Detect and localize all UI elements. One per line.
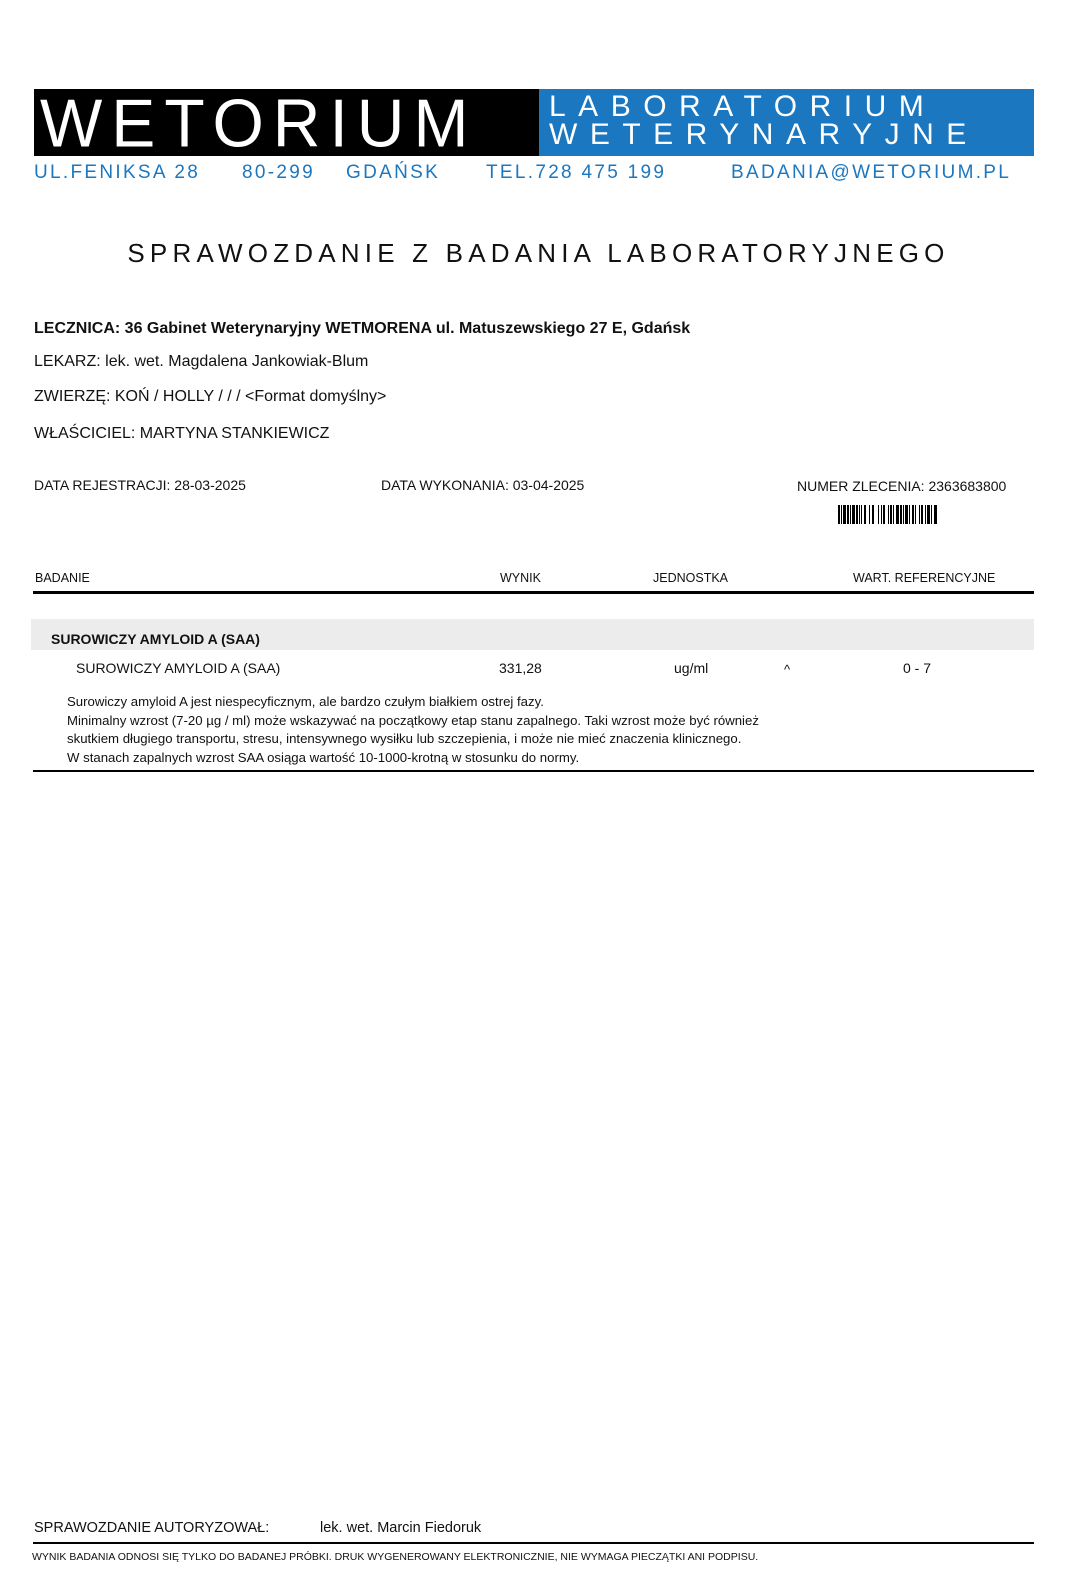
- clinic-line: [34, 320, 690, 338]
- contact-city: GDAŃSK: [346, 162, 441, 183]
- column-header-unit: JEDNOSTKA: [653, 571, 729, 585]
- comment-line: W stanach zapalnych wzrost SAA osiąga wartość 10-1000-krotną w stosunku do normy.: [67, 749, 580, 765]
- execution-date: DATA WYKONANIA: 03-04-2025: [381, 477, 585, 493]
- result-test-name: SUROWICZY AMYLOID A (SAA): [76, 660, 281, 676]
- result-comment: [67, 693, 759, 767]
- footer-disclaimer: WYNIK BADANIA ODNOSI SIĘ TYLKO DO BADANEJ PRÓBKI. DRUK WYGENEROWANY ELEKTRONICZNIE, NIE WYMAGA PIECZĄTKI ANI PODPISU.: [32, 1551, 759, 1563]
- table-end-divider: [33, 770, 1034, 772]
- logo-brand-name: WETORIUM: [40, 89, 478, 156]
- column-header-reference: WART. REFERENCYJNE: [853, 571, 996, 585]
- contact-phone: TEL.728 475 199: [486, 162, 667, 183]
- comment-line: Minimalny wzrost (7-20 µg / ml) może wskazywać na początkowy etap stanu zapalnego. Taki wzrost może być również: [67, 712, 759, 728]
- result-reference-range: 0 - 7: [903, 660, 932, 676]
- table-header-divider: [33, 591, 1034, 594]
- authorized-label: SPRAWOZDANIE AUTORYZOWAŁ:: [34, 1520, 270, 1536]
- clinic-value: 36 Gabinet Weterynaryjny WETMORENA ul. Matuszewskiego 27 E, Gdańsk: [124, 320, 691, 337]
- test-group-title: SUROWICZY AMYLOID A (SAA): [51, 631, 260, 647]
- column-header-test: BADANIE: [35, 571, 90, 585]
- contact-postal-code: 80-299: [242, 162, 315, 183]
- result-value: 331,28: [499, 660, 542, 676]
- column-header-result: WYNIK: [500, 571, 541, 585]
- logo-subtitle-line-2: WETERYNARYJNE: [549, 118, 979, 151]
- comment-line: skutkiem długiego transportu, stresu, intensywnego wysiłku lub szczepienia, i może nie mieć znaczenia klinicznego.: [67, 731, 742, 746]
- contact-email[interactable]: BADANIA@WETORIUM.PL: [731, 162, 1012, 183]
- logo-subtitle-block: [539, 89, 1034, 156]
- clinic-label: LECZNICA:: [34, 320, 121, 337]
- animal-line: ZWIERZĘ: KOŃ / HOLLY / / / <Format domyślny>: [34, 388, 387, 405]
- authorized-by: lek. wet. Marcin Fiedoruk: [320, 1520, 482, 1536]
- logo-brand-block: [34, 89, 539, 156]
- footer-divider: [33, 1542, 1034, 1544]
- order-number: NUMER ZLECENIA: 2363683800: [797, 478, 1007, 494]
- comment-line: Surowiczy amyloid A jest niespecyficznym, ale bardzo czułym białkiem ostrej fazy.: [67, 694, 544, 709]
- registration-date: DATA REJESTRACJI: 28-03-2025: [34, 477, 246, 493]
- owner-line: WŁAŚCICIEL: MARTYNA STANKIEWICZ: [34, 425, 330, 442]
- lab-logo-banner: [34, 89, 1034, 156]
- result-unit: ug/ml: [674, 660, 709, 676]
- doctor-line: LEKARZ: lek. wet. Magdalena Jankowiak-Blum: [34, 353, 369, 370]
- logo-subtitle-line-1: LABORATORIUM: [549, 90, 937, 123]
- result-high-flag: ^: [784, 662, 791, 677]
- contact-address: UL.FENIKSA 28: [34, 162, 201, 183]
- order-barcode: [838, 505, 1010, 524]
- report-title: SPRAWOZDANIE Z BADANIA LABORATORYJNEGO: [127, 238, 950, 268]
- contact-line: [34, 162, 1034, 186]
